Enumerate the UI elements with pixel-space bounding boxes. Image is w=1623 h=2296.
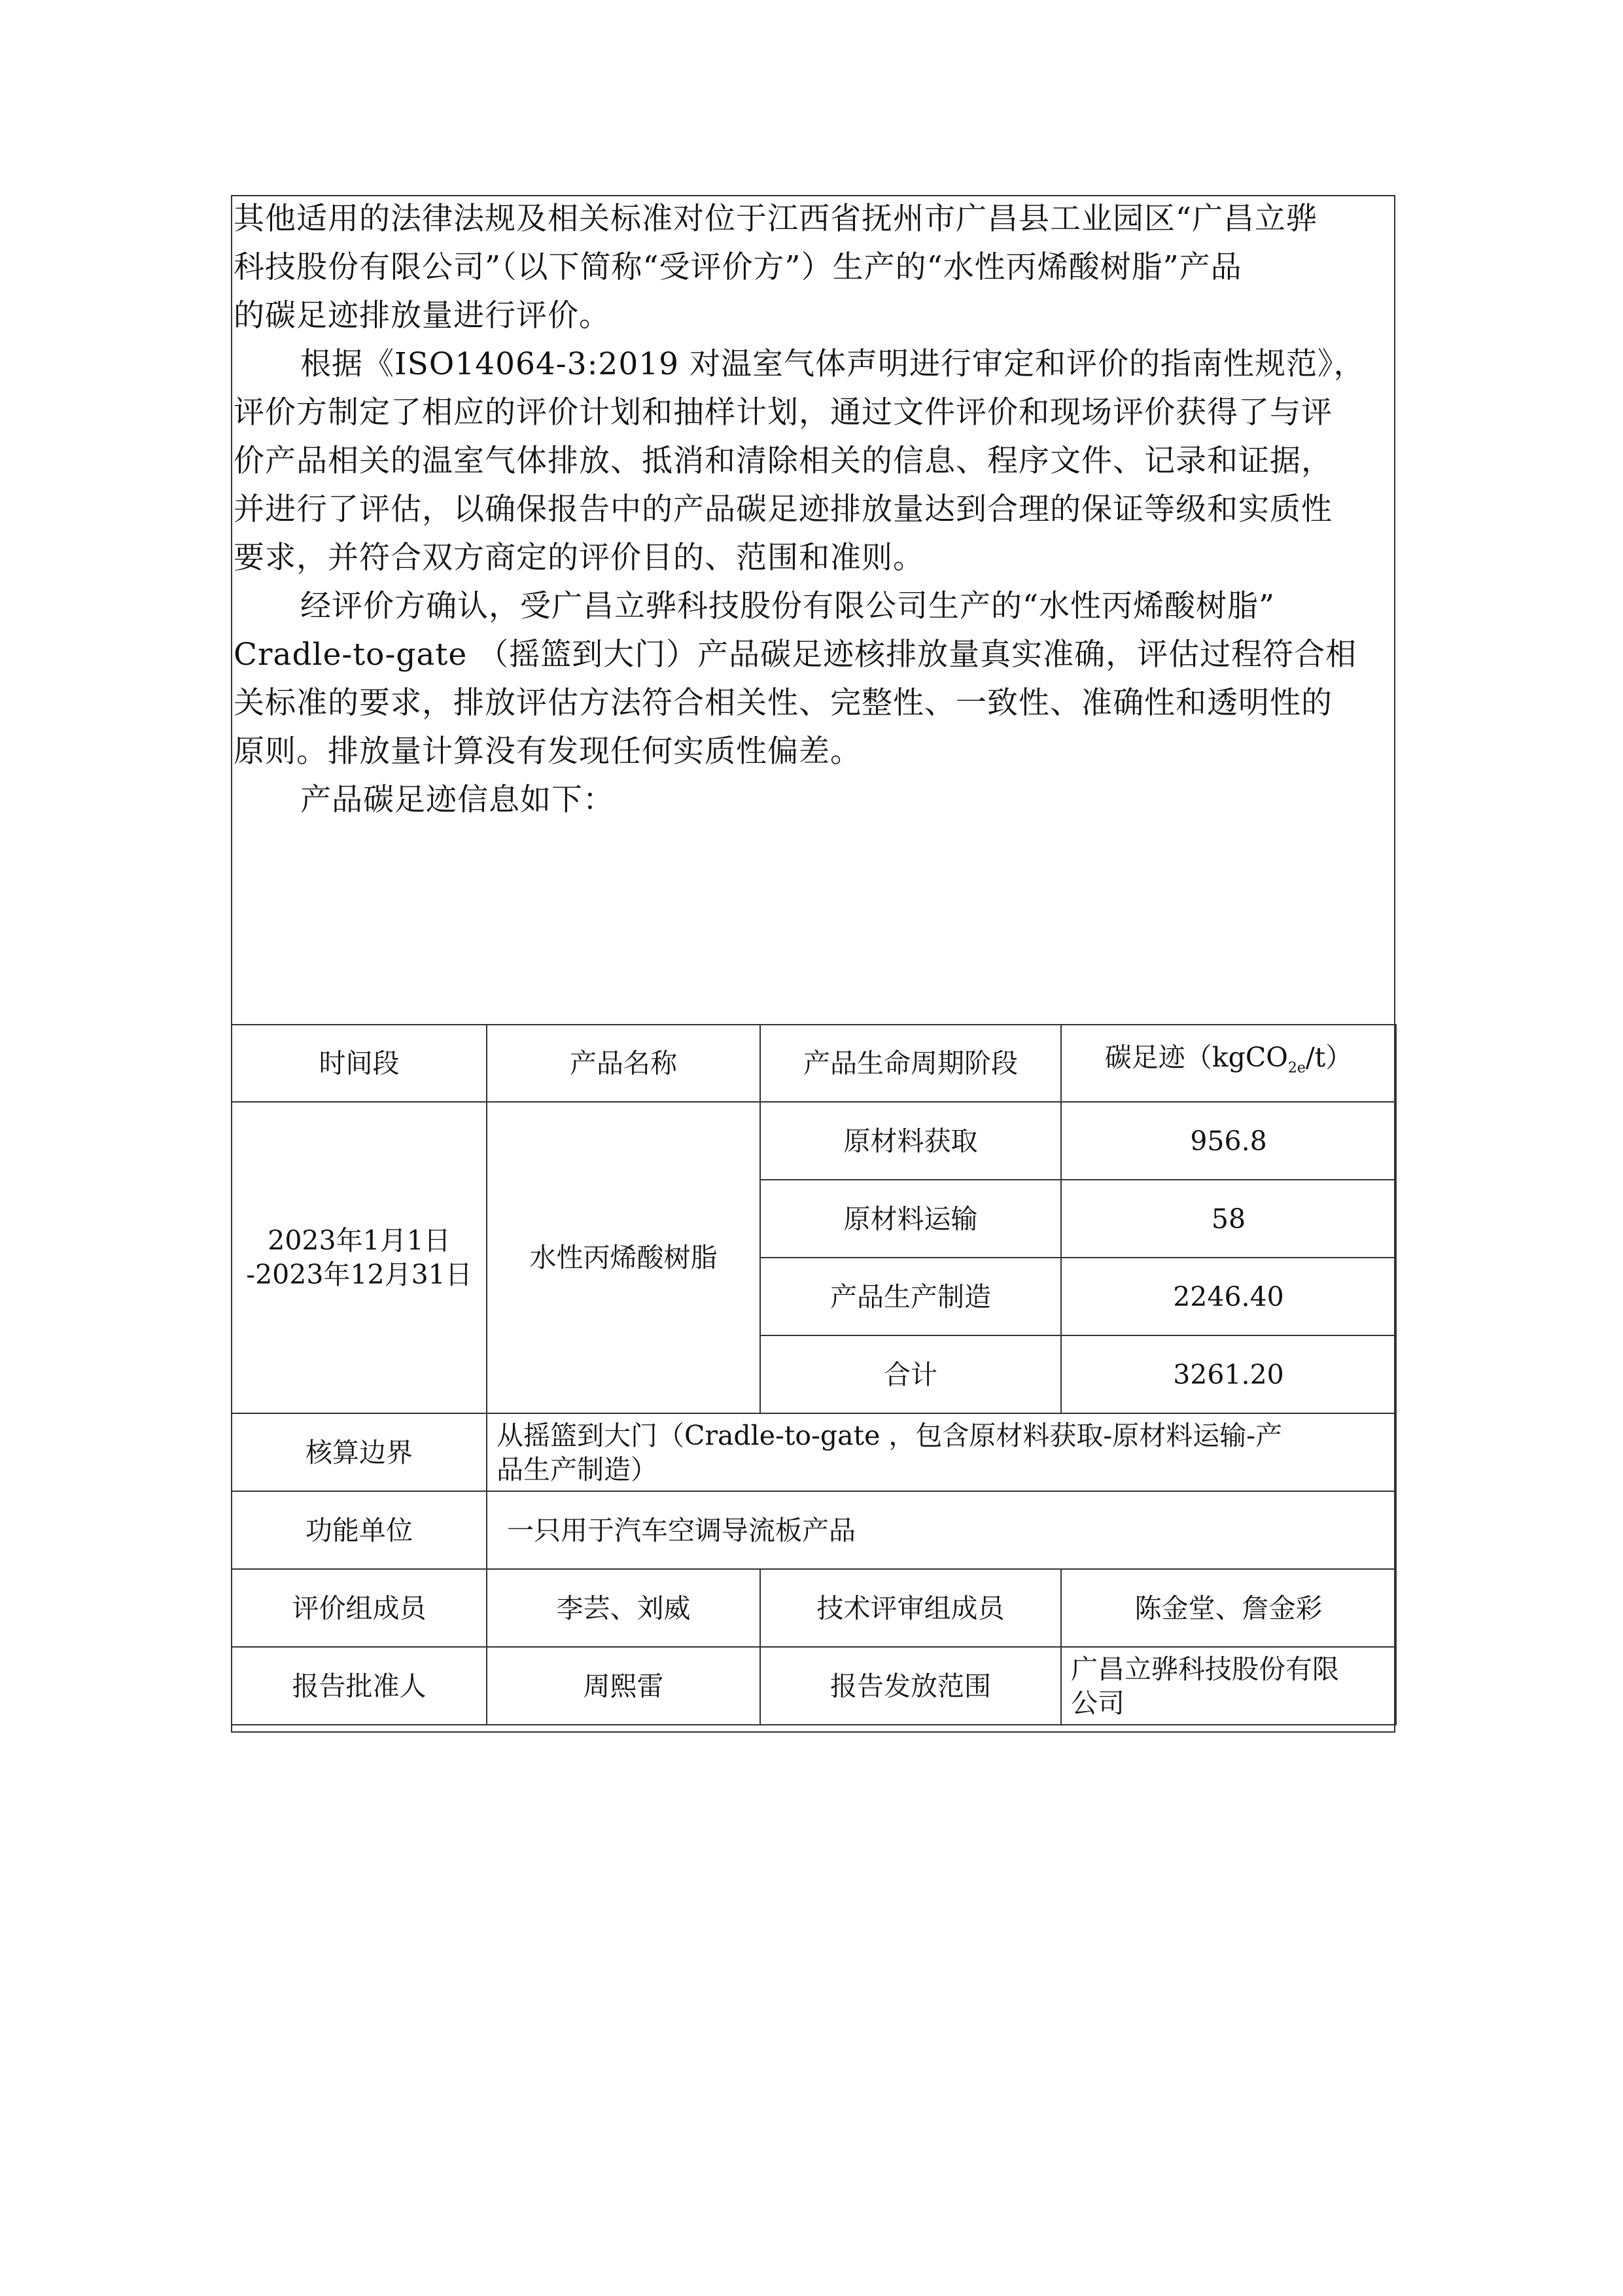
approver-value: 周熙雷 — [487, 1647, 760, 1725]
boundary-line: 从摇篮到大门（Cradle-to-gate ，包含原材料获取-原材料运输-产 — [497, 1419, 1283, 1451]
evaluators-value: 李芸、刘威 — [487, 1569, 760, 1647]
paragraph-line: 关标准的要求，排放评估方法符合相关性、完整性、一致性、准确性和透明性的 — [234, 685, 1333, 721]
value-cell: 3261.20 — [1061, 1335, 1396, 1413]
carbon-footprint-table — [231, 1024, 1397, 1725]
scope-line: 公司 — [1071, 1687, 1125, 1719]
paragraph-line: 评价方制定了相应的评价计划和抽样计划，通过文件评价和现场评价获得了与评 — [234, 395, 1333, 431]
paragraph-line: 根据《ISO14064-3:2019 对温室气体声明进行审定和评价的指南性规范》， — [300, 346, 1365, 382]
stage-cell: 合计 — [760, 1335, 1061, 1413]
table-row — [232, 1413, 1396, 1491]
paragraph-line: 并进行了评估，以确保报告中的产品碳足迹排放量达到合理的保证等级和实质性 — [234, 491, 1333, 527]
table-row — [232, 1102, 1396, 1180]
boundary-label: 核算边界 — [232, 1413, 487, 1491]
boundary-line: 品生产制造） — [497, 1453, 657, 1485]
paragraph-line: 的碳足迹排放量进行评价。 — [234, 298, 610, 334]
scope-label: 报告发放范围 — [760, 1647, 1061, 1725]
paragraph-line: 要求，并符合双方商定的评价目的、范围和准则。 — [234, 540, 924, 576]
paragraph-line: 产品碳足迹信息如下： — [300, 782, 614, 818]
value-cell: 2246.40 — [1061, 1258, 1396, 1335]
header-period: 时间段 — [232, 1025, 487, 1102]
unit-value: 一只用于汽车空调导流板产品 — [487, 1491, 1396, 1569]
product-cell: 水性丙烯酸树脂 — [487, 1102, 760, 1413]
table-row — [232, 1647, 1396, 1725]
stage-cell: 原材料运输 — [760, 1180, 1061, 1258]
paragraph-line: 科技股份有限公司”（以下简称“受评价方”）生产的“水性丙烯酸树脂”产品 — [234, 249, 1242, 285]
scope-value — [1061, 1647, 1396, 1725]
evaluators-label: 评价组成员 — [232, 1569, 487, 1647]
period-line: 2023年1月1日 — [268, 1225, 451, 1256]
scope-line: 广昌立骅科技股份有限 — [1071, 1653, 1339, 1685]
boundary-value — [487, 1413, 1396, 1491]
table-row — [232, 1491, 1396, 1569]
paragraph-line: 价产品相关的温室气体排放、抵消和清除相关的信息、程序文件、记录和证据， — [234, 443, 1333, 479]
unit-label: 功能单位 — [232, 1491, 487, 1569]
header-footprint-prefix: 碳足迹（kgCO — [1104, 1042, 1288, 1074]
reviewers-value: 陈金堂、詹金彩 — [1061, 1569, 1396, 1647]
stage-cell: 原材料获取 — [760, 1102, 1061, 1180]
period-line: -2023年12月31日 — [246, 1259, 472, 1290]
paragraph-line: Cradle-to-gate （摇篮到大门）产品碳足迹核排放量真实准确，评估过程符合相 — [234, 637, 1357, 673]
stage-cell: 产品生产制造 — [760, 1258, 1061, 1335]
header-lifecycle-stage: 产品生命周期阶段 — [760, 1025, 1061, 1102]
table-header-row — [232, 1025, 1396, 1102]
paragraph-line: 原则。排放量计算没有发现任何实质性偏差。 — [234, 733, 862, 769]
value-cell: 58 — [1061, 1180, 1396, 1258]
reviewers-label: 技术评审组成员 — [760, 1569, 1061, 1647]
report-body — [231, 195, 1395, 824]
header-product-name: 产品名称 — [487, 1025, 760, 1102]
header-footprint-sub: 2e — [1287, 1060, 1306, 1077]
paragraph-line: 经评价方确认，受广昌立骅科技股份有限公司生产的“水性丙烯酸树脂” — [300, 588, 1276, 624]
paragraph-line: 其他适用的法律法规及相关标准对位于江西省抚州市广昌县工业园区“广昌立骅 — [234, 201, 1318, 237]
table-row — [232, 1569, 1396, 1647]
header-footprint-suffix: /t） — [1305, 1042, 1353, 1074]
approver-label: 报告批准人 — [232, 1647, 487, 1725]
header-carbon-footprint — [1061, 1025, 1396, 1102]
value-cell: 956.8 — [1061, 1102, 1396, 1180]
period-cell — [232, 1102, 487, 1413]
